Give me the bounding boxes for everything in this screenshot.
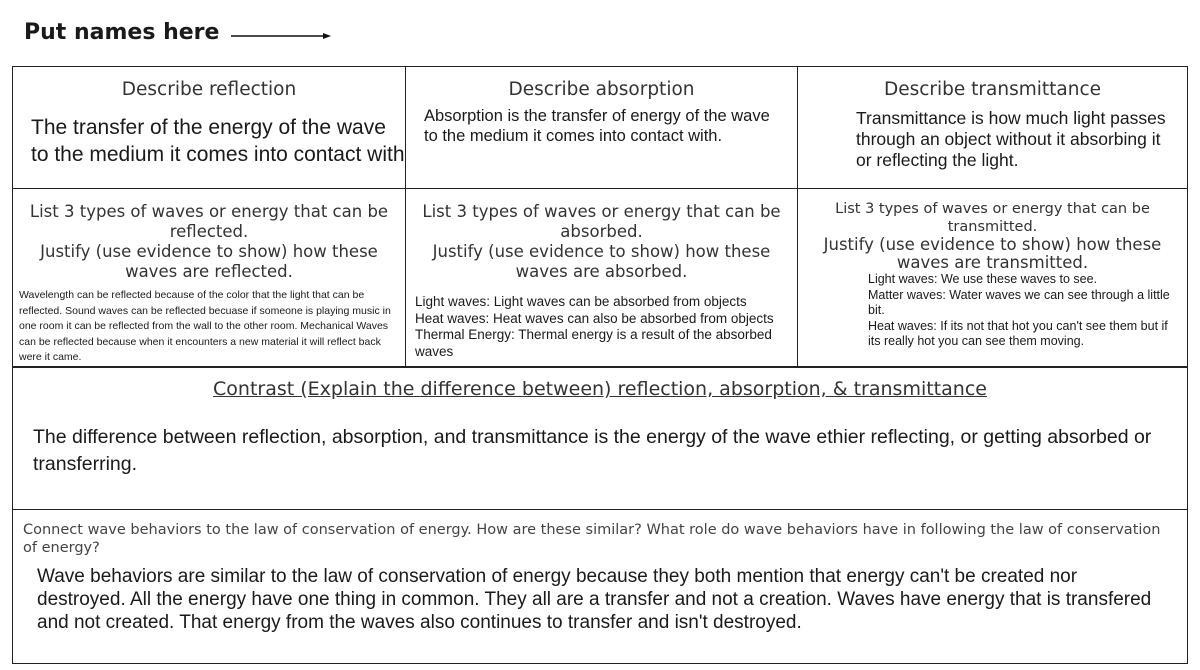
reflected-list-cell — [13, 188, 406, 366]
conservation-row — [13, 509, 1187, 663]
list-row — [13, 188, 1187, 368]
absorbed-line: Light waves: Light waves can be absorbed from objects — [415, 294, 747, 309]
absorbed-q1: List 3 types of waves or energy that can be absorbed. — [422, 202, 781, 241]
transmitted-q2: Justify (use evidence to show) how these waves are transmitted. — [823, 235, 1162, 272]
transmitted-line: Heat waves: If its not that hot you can't see them but if its really hot you can see them moving. — [868, 318, 1168, 348]
transmitted-list-question — [798, 200, 1187, 272]
names-prompt[interactable]: Put names here — [24, 19, 220, 45]
names-header — [24, 14, 331, 50]
contrast-answer[interactable]: The difference between reflection, absorption, and transmittance is the energy of the wave ethier reflecting, or getting absorbed or transferring. — [33, 426, 1152, 475]
absorbed-list-cell — [406, 188, 798, 366]
absorbed-list-answer[interactable] — [415, 294, 791, 360]
absorbed-line: Heat waves: Heat waves can also be absorbed from objects — [415, 310, 774, 326]
reflected-q2: Justify (use evidence to show) how these waves are reflected. — [40, 242, 378, 281]
reflection-question: Describe reflection — [121, 79, 297, 100]
transmitted-line: Matter waves: Water waves we can see through a little bit. — [868, 287, 1170, 317]
transmitted-q1: List 3 types of waves or energy that can be transmitted. — [835, 201, 1150, 235]
absorption-cell — [406, 67, 798, 188]
absorbed-q2: Justify (use evidence to show) how these waves are absorbed. — [432, 242, 771, 281]
reflected-list-answer[interactable]: Wavelength can be reflected because of the color that the light that can be reflected. Sound waves can be reflected becuase if someone is playing music in one room it can be reflected from the wall to the other room. Mechanical Waves can be reflected because when it encounters a new material it will reflect back were it came. — [19, 289, 391, 363]
absorbed-line: Thermal Energy: Thermal energy is a result of the absorbed waves — [415, 327, 772, 359]
transmittance-answer[interactable]: Transmittance is how much light passes through an object without it absorbing it or reflecting the light. — [856, 108, 1166, 170]
right-arrow-icon — [231, 30, 331, 42]
transmittance-question: Describe transmittance — [883, 79, 1102, 100]
conservation-answer[interactable]: Wave behaviors are similar to the law of conservation of energy because they both mention that energy can't be created nor destroyed. All the energy have one thing in common. They all are a transfer and not a creation. Waves have energy that is transfered and not created. That energy from the waves also continues to transfer and isn't destroyed. — [37, 566, 1152, 633]
worksheet-table — [12, 66, 1188, 664]
absorption-answer[interactable]: Absorption is the transfer of energy of the wave to the medium it comes into contact with. — [424, 107, 770, 145]
reflected-list-question — [13, 202, 405, 282]
reflected-q1: List 3 types of waves or energy that can be reflected. — [29, 202, 389, 241]
transmitted-list-answer[interactable] — [868, 272, 1179, 350]
reflection-cell — [13, 67, 406, 188]
absorbed-list-question — [406, 202, 797, 282]
contrast-question: Contrast (Explain the difference between) reflection, absorption, & transmittance — [213, 378, 987, 400]
contrast-row — [13, 366, 1187, 510]
describe-row — [13, 67, 1187, 189]
contrast-cell — [13, 366, 1187, 509]
reflection-answer[interactable]: The transfer of the energy of the wave to the medium it comes into contact with — [31, 116, 405, 166]
transmitted-line: Light waves: We use these waves to see. — [868, 272, 1098, 286]
absorption-question: Describe absorption — [508, 79, 695, 100]
conservation-cell — [13, 509, 1187, 663]
transmittance-cell — [798, 67, 1187, 188]
transmitted-list-cell — [798, 188, 1187, 366]
conservation-question: Connect wave behaviors to the law of conservation of energy. How are these similar? What role do wave behaviors have in following the law of conservation of energy? — [23, 522, 1161, 556]
